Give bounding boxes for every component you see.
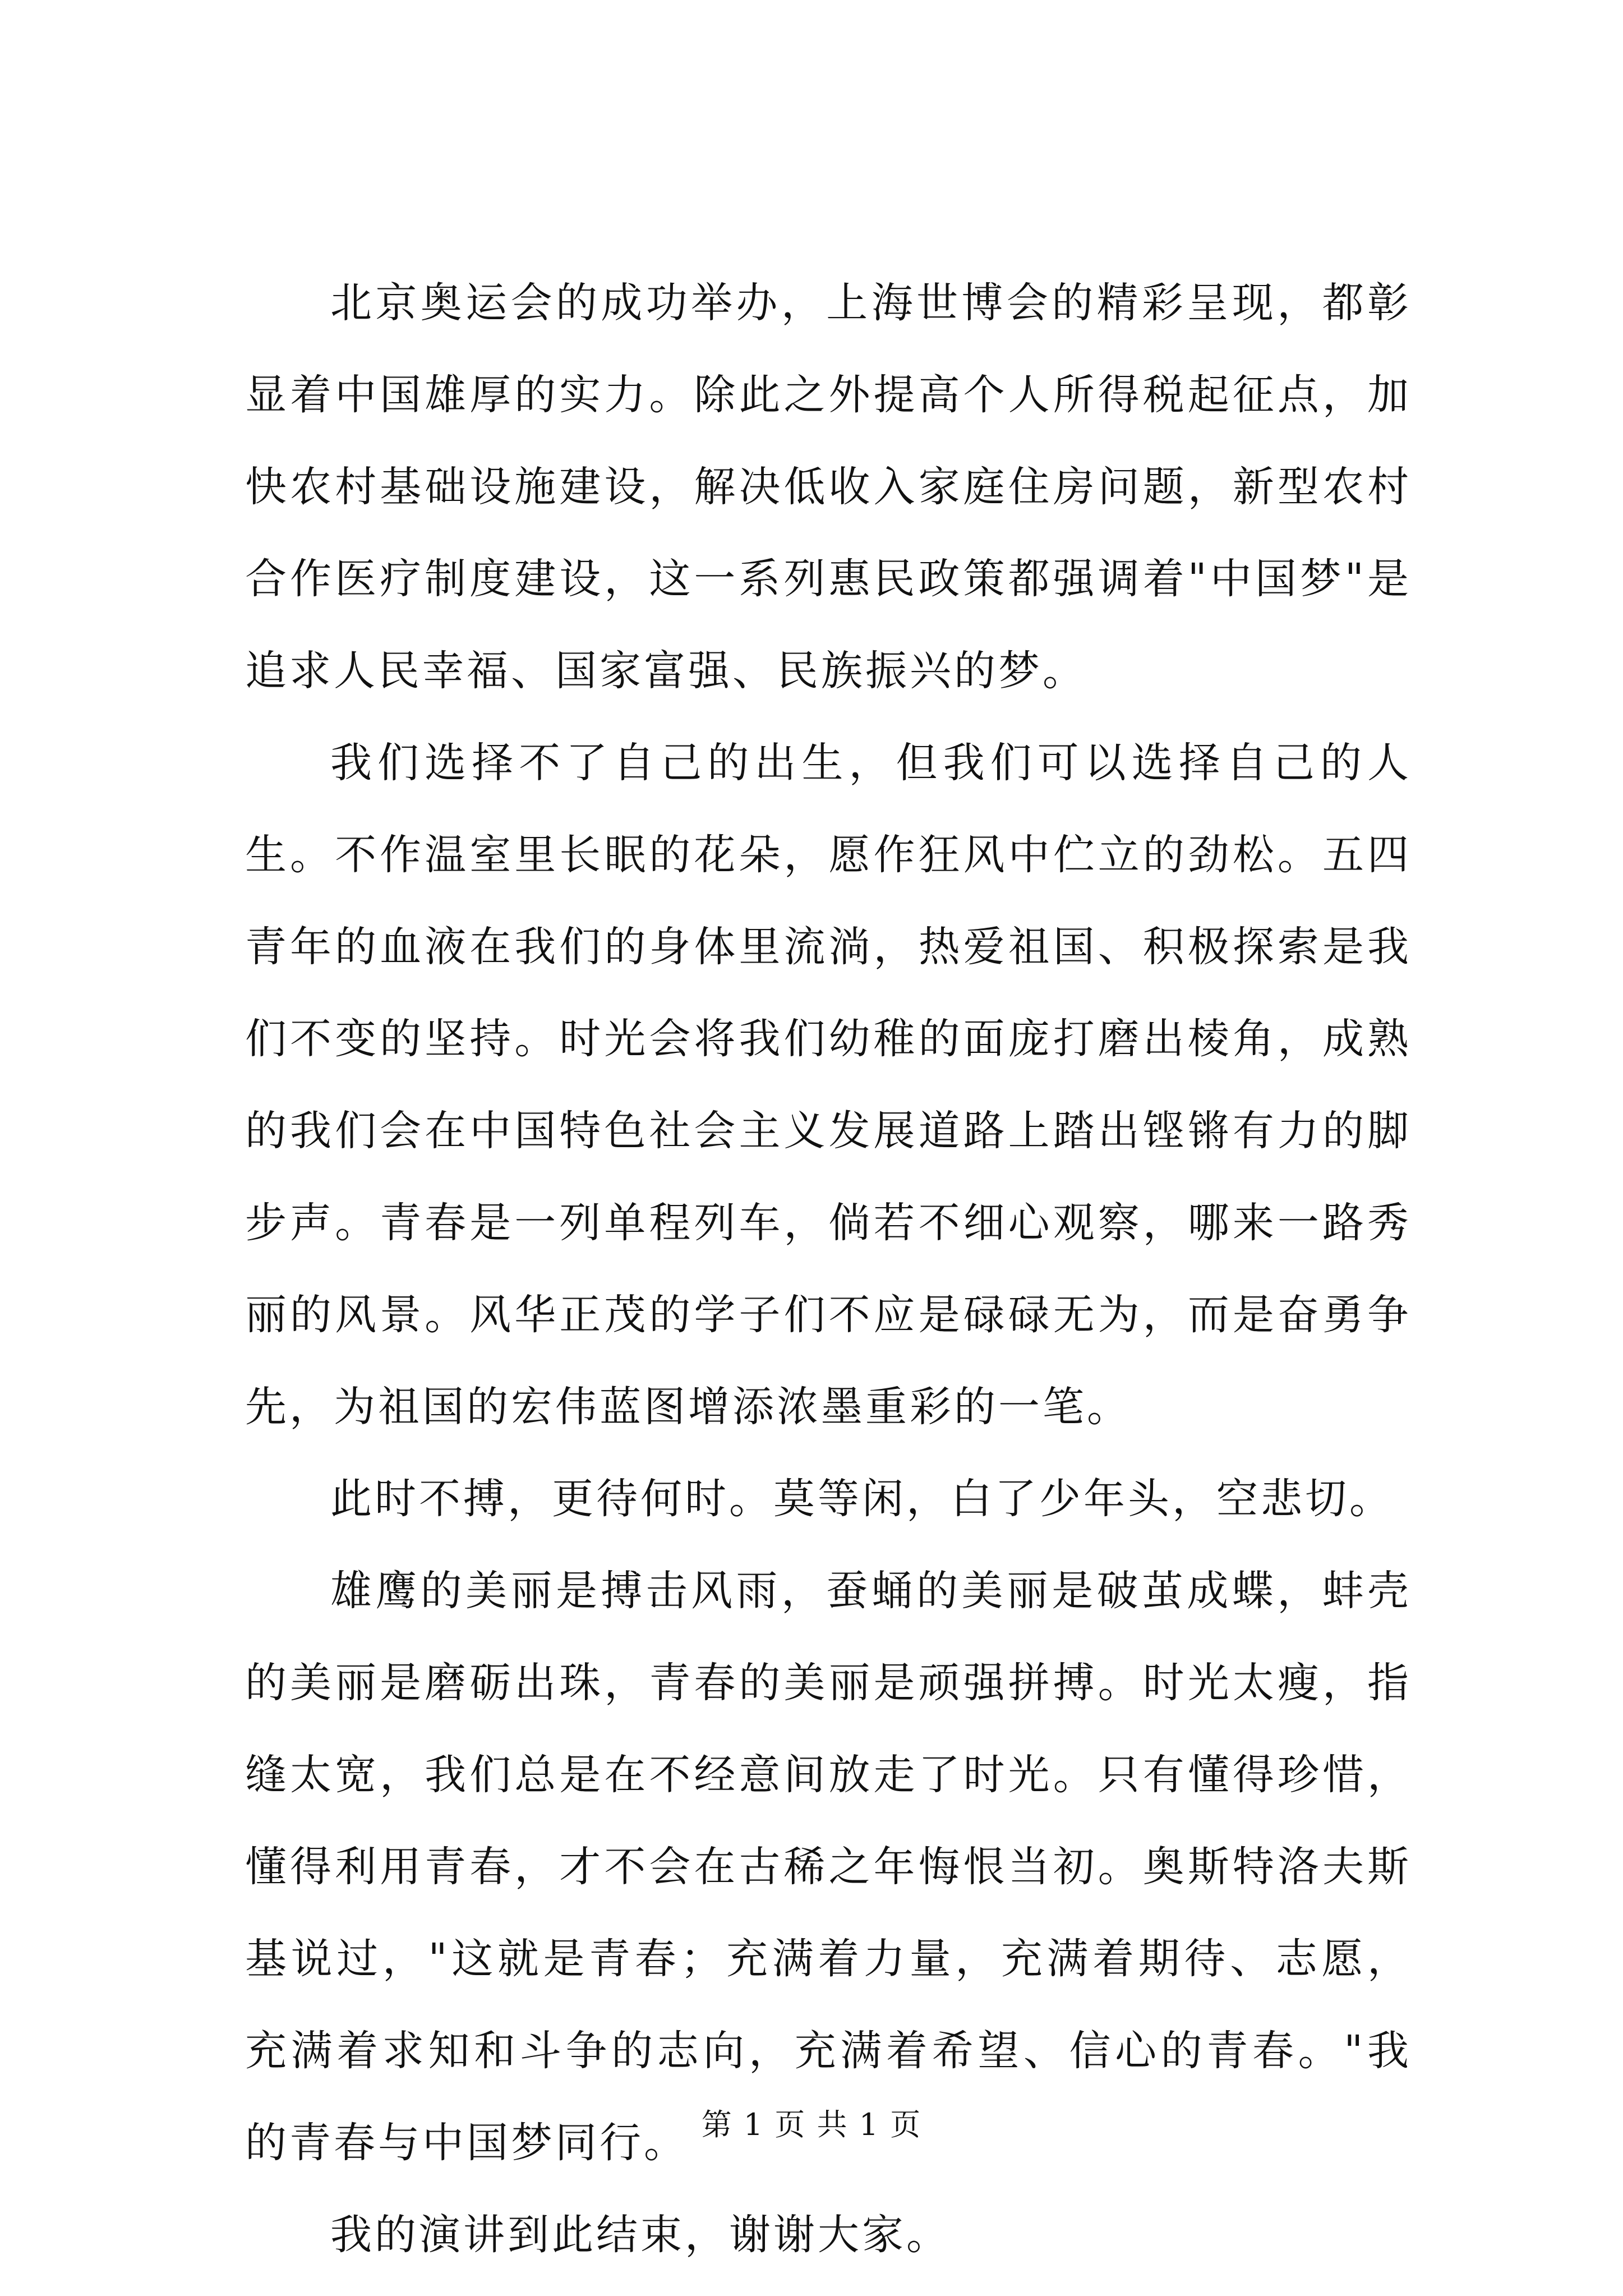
page-footer: 第 1 页 共 1 页	[701, 2107, 922, 2142]
paragraph-3: 此时不搏，更待何时。莫等闲，白了少年头，空悲切。	[330, 1475, 1394, 1523]
paragraph-1: 北京奥运会的成功举办，上海世博会的精彩呈现，都彰显着中国雄厚的实力。除此之外提高个人所得税起征点，加快农村基础设施建设，解决低收入家庭住房问题，新型农村合作医疗制度建设，这一系列惠民政策都强调着"中国梦"是追求人民幸福、国家富强、民族振兴的梦。	[245, 279, 1412, 695]
document-body	[245, 257, 1412, 2281]
paragraph-5: 我的演讲到此结束，谢谢大家。	[330, 2211, 951, 2259]
paragraph-2: 我们选择不了自己的出生，但我们可以选择自己的人生。不作温室里长眠的花朵，愿作狂风中伫立的劲松。五四青年的血液在我们的身体里流淌，热爱祖国、积极探索是我们不变的坚持。时光会将我们幼稚的面庞打磨出棱角，成熟的我们会在中国特色社会主义发展道路上踏出铿锵有力的脚步声。青春是一列单程列车，倘若不细心观察，哪来一路秀丽的风景。风华正茂的学子们不应是碌碌无为，而是奋勇争先，为祖国的宏伟蓝图增添浓墨重彩的一笔。	[245, 739, 1412, 1431]
paragraph-4: 雄鹰的美丽是搏击风雨，蚕蛹的美丽是破茧成蝶，蚌壳的美丽是磨砺出珠，青春的美丽是顽强拼搏。时光太瘦，指缝太宽，我们总是在不经意间放走了时光。只有懂得珍惜，懂得利用青春，才不会在古稀之年悔恨当初。奥斯特洛夫斯基说过，"这就是青春；充满着力量，充满着期待、志愿，充满着求知和斗争的志向，充满着希望、信心的青春。"我的青春与中国梦同行。	[245, 1567, 1412, 2167]
